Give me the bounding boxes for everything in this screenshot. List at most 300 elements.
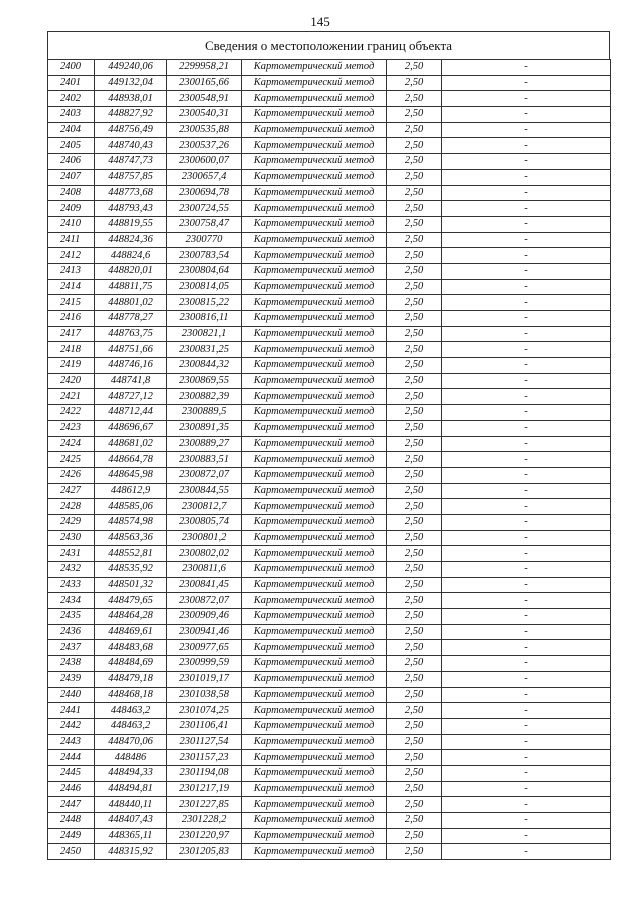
method-cell: Картометрический метод [242,813,387,829]
accuracy-cell: 2,50 [387,326,442,342]
table-row [48,279,611,295]
accuracy-cell: 2,50 [387,342,442,358]
method-cell: Картометрический метод [242,154,387,170]
description-cell: - [442,483,611,499]
y-coordinate-cell: 2300889,5 [167,405,242,421]
x-coordinate-cell: 448824,36 [95,232,167,248]
method-cell: Картометрический метод [242,656,387,672]
description-cell: - [442,75,611,91]
y-coordinate-cell: 2300999,59 [167,656,242,672]
description-cell: - [442,813,611,829]
coordinates-table [47,59,611,860]
point-number-cell: 2448 [48,813,95,829]
method-cell: Картометрический метод [242,781,387,797]
point-number-cell: 2434 [48,593,95,609]
accuracy-cell: 2,50 [387,75,442,91]
method-cell: Картометрический метод [242,734,387,750]
y-coordinate-cell: 2301157,23 [167,750,242,766]
x-coordinate-cell: 448470,06 [95,734,167,750]
x-coordinate-cell: 448479,65 [95,593,167,609]
method-cell: Картометрический метод [242,718,387,734]
x-coordinate-cell: 448827,92 [95,107,167,123]
point-number-cell: 2425 [48,452,95,468]
table-row [48,295,611,311]
point-number-cell: 2401 [48,75,95,91]
description-cell: - [442,734,611,750]
method-cell: Картометрический метод [242,452,387,468]
point-number-cell: 2441 [48,703,95,719]
table-row [48,640,611,656]
point-number-cell: 2439 [48,671,95,687]
accuracy-cell: 2,50 [387,373,442,389]
method-cell: Картометрический метод [242,122,387,138]
point-number-cell: 2402 [48,91,95,107]
x-coordinate-cell: 448746,16 [95,358,167,374]
description-cell: - [442,60,611,76]
description-cell: - [442,201,611,217]
y-coordinate-cell: 2300831,25 [167,342,242,358]
x-coordinate-cell: 448681,02 [95,436,167,452]
method-cell: Картометрический метод [242,201,387,217]
accuracy-cell: 2,50 [387,216,442,232]
y-coordinate-cell: 2300805,74 [167,514,242,530]
table-row [48,91,611,107]
accuracy-cell: 2,50 [387,703,442,719]
accuracy-cell: 2,50 [387,279,442,295]
point-number-cell: 2449 [48,828,95,844]
x-coordinate-cell: 448407,43 [95,813,167,829]
point-number-cell: 2442 [48,718,95,734]
x-coordinate-cell: 448501,32 [95,577,167,593]
description-cell: - [442,295,611,311]
description-cell: - [442,232,611,248]
description-cell: - [442,467,611,483]
table-row [48,514,611,530]
accuracy-cell: 2,50 [387,797,442,813]
point-number-cell: 2446 [48,781,95,797]
point-number-cell: 2443 [48,734,95,750]
x-coordinate-cell: 448938,01 [95,91,167,107]
method-cell: Картометрический метод [242,828,387,844]
method-cell: Картометрический метод [242,279,387,295]
table-row [48,436,611,452]
method-cell: Картометрический метод [242,169,387,185]
boundary-sheet [47,31,610,860]
x-coordinate-cell: 448757,85 [95,169,167,185]
accuracy-cell: 2,50 [387,358,442,374]
point-number-cell: 2417 [48,326,95,342]
x-coordinate-cell: 448552,81 [95,546,167,562]
description-cell: - [442,577,611,593]
table-row [48,813,611,829]
description-cell: - [442,405,611,421]
accuracy-cell: 2,50 [387,593,442,609]
table-row [48,483,611,499]
accuracy-cell: 2,50 [387,734,442,750]
x-coordinate-cell: 448741,8 [95,373,167,389]
table-row [48,216,611,232]
x-coordinate-cell: 448664,78 [95,452,167,468]
point-number-cell: 2422 [48,405,95,421]
method-cell: Картометрический метод [242,326,387,342]
description-cell: - [442,358,611,374]
x-coordinate-cell: 448585,06 [95,499,167,515]
accuracy-cell: 2,50 [387,405,442,421]
accuracy-cell: 2,50 [387,311,442,327]
table-row [48,609,611,625]
table-row [48,467,611,483]
x-coordinate-cell: 448824,6 [95,248,167,264]
point-number-cell: 2440 [48,687,95,703]
accuracy-cell: 2,50 [387,577,442,593]
method-cell: Картометрический метод [242,295,387,311]
description-cell: - [442,718,611,734]
point-number-cell: 2403 [48,107,95,123]
accuracy-cell: 2,50 [387,420,442,436]
accuracy-cell: 2,50 [387,718,442,734]
description-cell: - [442,671,611,687]
point-number-cell: 2450 [48,844,95,860]
y-coordinate-cell: 2300909,46 [167,609,242,625]
table-body [48,60,611,860]
description-cell: - [442,609,611,625]
y-coordinate-cell: 2300815,22 [167,295,242,311]
method-cell: Картометрический метод [242,232,387,248]
description-cell: - [442,452,611,468]
method-cell: Картометрический метод [242,263,387,279]
y-coordinate-cell: 2301038,58 [167,687,242,703]
accuracy-cell: 2,50 [387,232,442,248]
accuracy-cell: 2,50 [387,467,442,483]
y-coordinate-cell: 2300844,55 [167,483,242,499]
method-cell: Картометрический метод [242,703,387,719]
point-number-cell: 2416 [48,311,95,327]
method-cell: Картометрический метод [242,467,387,483]
table-row [48,373,611,389]
y-coordinate-cell: 2301220,97 [167,828,242,844]
accuracy-cell: 2,50 [387,813,442,829]
y-coordinate-cell: 2300872,07 [167,593,242,609]
description-cell: - [442,138,611,154]
y-coordinate-cell: 2300758,47 [167,216,242,232]
point-number-cell: 2431 [48,546,95,562]
method-cell: Картометрический метод [242,765,387,781]
description-cell: - [442,562,611,578]
description-cell: - [442,546,611,562]
point-number-cell: 2438 [48,656,95,672]
table-row [48,844,611,860]
point-number-cell: 2429 [48,514,95,530]
accuracy-cell: 2,50 [387,154,442,170]
method-cell: Картометрический метод [242,373,387,389]
table-row [48,185,611,201]
accuracy-cell: 2,50 [387,765,442,781]
table-row [48,765,611,781]
description-cell: - [442,342,611,358]
table-row [48,311,611,327]
y-coordinate-cell: 2301227,85 [167,797,242,813]
method-cell: Картометрический метод [242,358,387,374]
accuracy-cell: 2,50 [387,122,442,138]
y-coordinate-cell: 2300883,51 [167,452,242,468]
method-cell: Картометрический метод [242,75,387,91]
accuracy-cell: 2,50 [387,295,442,311]
y-coordinate-cell: 2300812,7 [167,499,242,515]
y-coordinate-cell: 2300841,45 [167,577,242,593]
x-coordinate-cell: 448645,98 [95,467,167,483]
method-cell: Картометрический метод [242,499,387,515]
accuracy-cell: 2,50 [387,107,442,123]
point-number-cell: 2405 [48,138,95,154]
x-coordinate-cell: 448468,18 [95,687,167,703]
description-cell: - [442,828,611,844]
x-coordinate-cell: 448727,12 [95,389,167,405]
y-coordinate-cell: 2301074,25 [167,703,242,719]
table-row [48,201,611,217]
table-row [48,687,611,703]
point-number-cell: 2423 [48,420,95,436]
x-coordinate-cell: 448479,18 [95,671,167,687]
accuracy-cell: 2,50 [387,499,442,515]
description-cell: - [442,389,611,405]
x-coordinate-cell: 448365,11 [95,828,167,844]
method-cell: Картометрический метод [242,640,387,656]
x-coordinate-cell: 448773,68 [95,185,167,201]
y-coordinate-cell: 2300657,4 [167,169,242,185]
description-cell: - [442,499,611,515]
table-title: Сведения о местоположении границ объекта [47,31,610,59]
x-coordinate-cell: 448494,33 [95,765,167,781]
point-number-cell: 2414 [48,279,95,295]
accuracy-cell: 2,50 [387,201,442,217]
y-coordinate-cell: 2300165,66 [167,75,242,91]
accuracy-cell: 2,50 [387,185,442,201]
description-cell: - [442,326,611,342]
description-cell: - [442,514,611,530]
accuracy-cell: 2,50 [387,844,442,860]
x-coordinate-cell: 448469,61 [95,624,167,640]
table-row [48,546,611,562]
accuracy-cell: 2,50 [387,624,442,640]
y-coordinate-cell: 2300724,55 [167,201,242,217]
x-coordinate-cell: 448563,36 [95,530,167,546]
method-cell: Картометрический метод [242,436,387,452]
y-coordinate-cell: 2300889,27 [167,436,242,452]
accuracy-cell: 2,50 [387,436,442,452]
point-number-cell: 2406 [48,154,95,170]
description-cell: - [442,797,611,813]
description-cell: - [442,750,611,766]
accuracy-cell: 2,50 [387,671,442,687]
method-cell: Картометрический метод [242,216,387,232]
point-number-cell: 2444 [48,750,95,766]
table-row [48,797,611,813]
accuracy-cell: 2,50 [387,263,442,279]
x-coordinate-cell: 448612,9 [95,483,167,499]
table-row [48,624,611,640]
y-coordinate-cell: 2299958,21 [167,60,242,76]
point-number-cell: 2424 [48,436,95,452]
page-number: 145 [310,14,330,29]
point-number-cell: 2436 [48,624,95,640]
accuracy-cell: 2,50 [387,781,442,797]
y-coordinate-cell: 2300801,2 [167,530,242,546]
table-row [48,107,611,123]
point-number-cell: 2415 [48,295,95,311]
method-cell: Картометрический метод [242,624,387,640]
y-coordinate-cell: 2300941,46 [167,624,242,640]
description-cell: - [442,703,611,719]
method-cell: Картометрический метод [242,609,387,625]
x-coordinate-cell: 449240,06 [95,60,167,76]
point-number-cell: 2437 [48,640,95,656]
table-row [48,562,611,578]
x-coordinate-cell: 448486 [95,750,167,766]
y-coordinate-cell: 2301106,41 [167,718,242,734]
description-cell: - [442,122,611,138]
table-row [48,263,611,279]
x-coordinate-cell: 448763,75 [95,326,167,342]
y-coordinate-cell: 2300814,05 [167,279,242,295]
description-cell: - [442,311,611,327]
y-coordinate-cell: 2300844,32 [167,358,242,374]
table-row [48,828,611,844]
description-cell: - [442,185,611,201]
x-coordinate-cell: 448315,92 [95,844,167,860]
method-cell: Картометрический метод [242,420,387,436]
point-number-cell: 2404 [48,122,95,138]
accuracy-cell: 2,50 [387,562,442,578]
method-cell: Картометрический метод [242,562,387,578]
point-number-cell: 2447 [48,797,95,813]
table-row [48,420,611,436]
method-cell: Картометрический метод [242,107,387,123]
table-row [48,358,611,374]
x-coordinate-cell: 448494,81 [95,781,167,797]
table-row [48,750,611,766]
description-cell: - [442,530,611,546]
point-number-cell: 2400 [48,60,95,76]
description-cell: - [442,279,611,295]
point-number-cell: 2418 [48,342,95,358]
accuracy-cell: 2,50 [387,687,442,703]
y-coordinate-cell: 2301217,19 [167,781,242,797]
point-number-cell: 2435 [48,609,95,625]
description-cell: - [442,765,611,781]
accuracy-cell: 2,50 [387,248,442,264]
table-row [48,169,611,185]
method-cell: Картометрический метод [242,60,387,76]
point-number-cell: 2413 [48,263,95,279]
point-number-cell: 2407 [48,169,95,185]
description-cell: - [442,436,611,452]
description-cell: - [442,248,611,264]
description-cell: - [442,687,611,703]
x-coordinate-cell: 448811,75 [95,279,167,295]
x-coordinate-cell: 448696,67 [95,420,167,436]
point-number-cell: 2421 [48,389,95,405]
x-coordinate-cell: 448820,01 [95,263,167,279]
y-coordinate-cell: 2300540,31 [167,107,242,123]
x-coordinate-cell: 448484,69 [95,656,167,672]
description-cell: - [442,420,611,436]
accuracy-cell: 2,50 [387,640,442,656]
table-row [48,593,611,609]
accuracy-cell: 2,50 [387,546,442,562]
description-cell: - [442,91,611,107]
table-row [48,671,611,687]
table-row [48,656,611,672]
description-cell: - [442,154,611,170]
y-coordinate-cell: 2300882,39 [167,389,242,405]
table-row [48,530,611,546]
y-coordinate-cell: 2300977,65 [167,640,242,656]
x-coordinate-cell: 448740,43 [95,138,167,154]
description-cell: - [442,781,611,797]
accuracy-cell: 2,50 [387,60,442,76]
table-row [48,60,611,76]
table-row [48,577,611,593]
y-coordinate-cell: 2301127,54 [167,734,242,750]
x-coordinate-cell: 448819,55 [95,216,167,232]
y-coordinate-cell: 2300783,54 [167,248,242,264]
method-cell: Картометрический метод [242,797,387,813]
table-row [48,405,611,421]
method-cell: Картометрический метод [242,514,387,530]
point-number-cell: 2426 [48,467,95,483]
description-cell: - [442,169,611,185]
y-coordinate-cell: 2300891,35 [167,420,242,436]
y-coordinate-cell: 2300770 [167,232,242,248]
accuracy-cell: 2,50 [387,828,442,844]
accuracy-cell: 2,50 [387,91,442,107]
x-coordinate-cell: 448747,73 [95,154,167,170]
point-number-cell: 2430 [48,530,95,546]
description-cell: - [442,107,611,123]
x-coordinate-cell: 448463,2 [95,703,167,719]
method-cell: Картометрический метод [242,483,387,499]
description-cell: - [442,656,611,672]
method-cell: Картометрический метод [242,185,387,201]
accuracy-cell: 2,50 [387,138,442,154]
method-cell: Картометрический метод [242,844,387,860]
y-coordinate-cell: 2300535,88 [167,122,242,138]
method-cell: Картометрический метод [242,248,387,264]
description-cell: - [442,640,611,656]
x-coordinate-cell: 448793,43 [95,201,167,217]
method-cell: Картометрический метод [242,546,387,562]
y-coordinate-cell: 2300600,07 [167,154,242,170]
description-cell: - [442,216,611,232]
x-coordinate-cell: 448535,92 [95,562,167,578]
x-coordinate-cell: 448801,02 [95,295,167,311]
accuracy-cell: 2,50 [387,609,442,625]
table-row [48,718,611,734]
accuracy-cell: 2,50 [387,389,442,405]
x-coordinate-cell: 448440,11 [95,797,167,813]
point-number-cell: 2427 [48,483,95,499]
point-number-cell: 2410 [48,216,95,232]
table-row [48,138,611,154]
accuracy-cell: 2,50 [387,483,442,499]
method-cell: Картометрический метод [242,389,387,405]
y-coordinate-cell: 2300811,6 [167,562,242,578]
y-coordinate-cell: 2300802,02 [167,546,242,562]
x-coordinate-cell: 448464,28 [95,609,167,625]
y-coordinate-cell: 2300804,64 [167,263,242,279]
x-coordinate-cell: 449132,04 [95,75,167,91]
accuracy-cell: 2,50 [387,514,442,530]
